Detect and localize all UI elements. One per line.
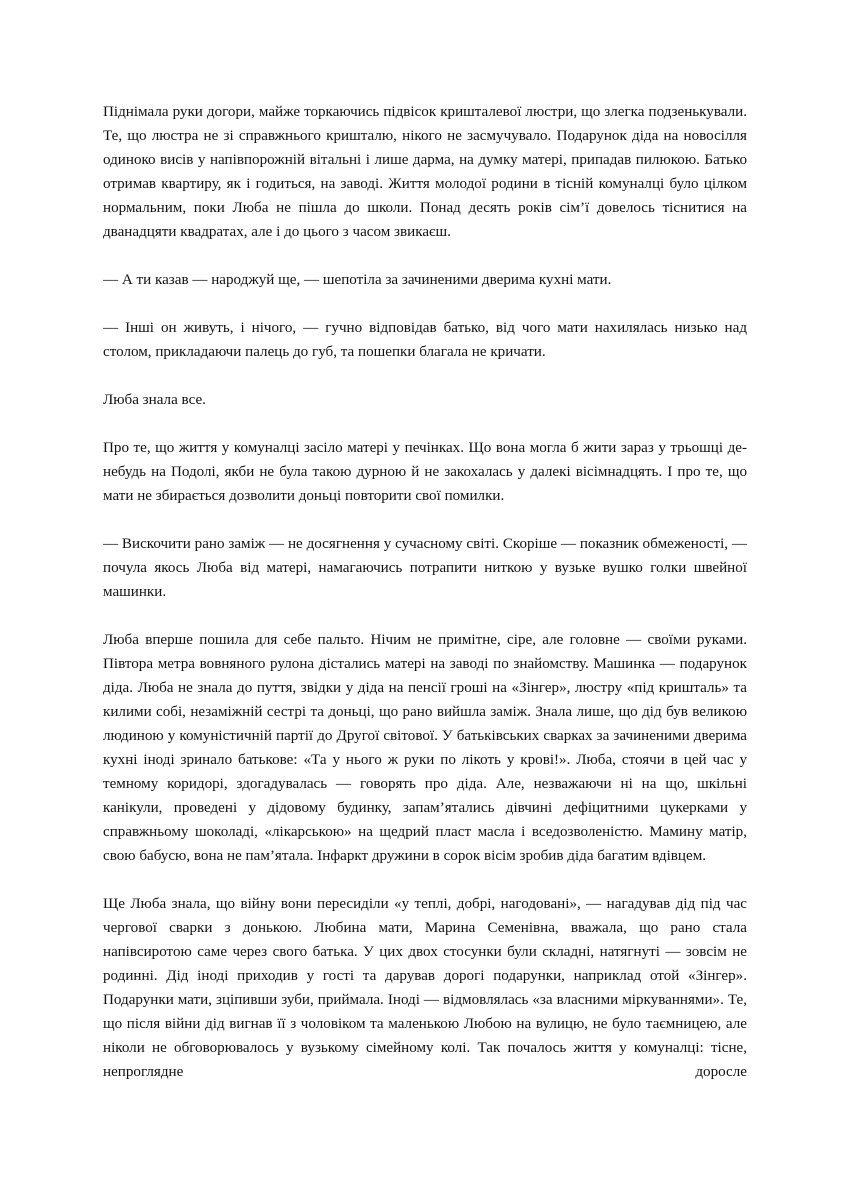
paragraph: — А ти казав — народжуй ще, — шепотіла за зачиненими дверима кухні мати. xyxy=(103,272,612,288)
paragraph: Про те, що життя у комуналці засіло матері у печінках. Що вона могла б жити зараз у трьошці де-небудь на Подолі, якби не була такою дурною й не закохалась у далекі вісімнадцять. І про те, що мати не збирається дозволити доньці повторити свої помилки. xyxy=(103,440,747,504)
paragraph: — Вискочити рано заміж — не досягнення у сучасному світі. Скоріше — показник обмеженості, — почула якось Люба від матері, намагаючись потрапити ниткою у вузьке вушко голки швейної машинки. xyxy=(103,536,747,600)
text-column xyxy=(103,100,747,1084)
paragraph: Піднімала руки догори, майже торкаючись підвісок кришталевої люстри, що злегка подзенькували. Те, що люстра не зі справжнього кришталю, нікого не засмучувало. Подарунок діда на новосілля одиноко висів у напівпорожній вітальні і лише дарма, на думку матері, припадав пилюкою. Батько отримав квартиру, як і годиться, на заводі. Життя молодої родини в тісній комуналці було цілком нормальним, поки Люба не пішла до школи. Понад десять років сім’ї довелось тіснитися на дванадцяти квадратах, але і до цього з часом звикаєш. xyxy=(103,104,747,240)
paragraph: Ще Люба знала, що війну вони пересиділи «у теплі, добрі, нагодовані», — нагадував дід під час чергової сварки з донькою. Любина мати, Марина Семенівна, вважала, що рано стала напівсиротою саме через свого батька. У цих двох стосунки були складні, натягнуті — зовсім не родинні. Дід іноді приходив у гості та дарував дорогі подарунки, наприклад отой «Зінгер». Подарунки мати, зціпивши зуби, приймала. Іноді — відмовлялась «за власними міркуваннями». Те, що після війни дід вигнав її з чоловіком та маленькою Любою на вулицю, не було таємницею, але ніколи не обговорювалось у вузькому сімейному колі. Так почалось життя у комуналці: тісне, непроглядне доросле xyxy=(103,896,747,1080)
paragraph: — Інші он живуть, і нічого, — гучно відповідав батько, від чого мати нахилялась низько над столом, прикладаючи палець до губ, та пошепки благала не кричати. xyxy=(103,320,747,360)
paragraph: Люба знала все. xyxy=(103,392,206,408)
paragraph: Люба вперше пошила для себе пальто. Нічим не примітне, сіре, але головне — своїми руками. Півтора метра вовняного рулона дістались матері на заводі по знайомству. Машинка — подарунок діда. Люба не знала до пуття, звідки у діда на пенсії гроші на «Зінгер», люстру «під кришталь» та килими собі, незаміжній сестрі та доньці, що рано вийшла заміж. Знала лише, що дід був великою людиною у комуністичній партії до Другої світової. У батьківських сварках за зачиненими дверима кухні іноді зринало батькове: «Та у нього ж руки по лікоть у крові!». Люба, стоячи в цей час у темному коридорі, здогадувалась — говорять про діда. Але, незважаючи ні на що, шкільні канікули, проведені у дідовому будинку, запам’ятались дівчині дефіцитними цукерками у справжньому шоколаді, «лікарською» на щедрий пласт масла і вседозволеністю. Мамину матір, свою бабусю, вона не пам’ятала. Інфаркт дружини в сорок вісім зробив діда багатим вдівцем. xyxy=(103,632,747,864)
